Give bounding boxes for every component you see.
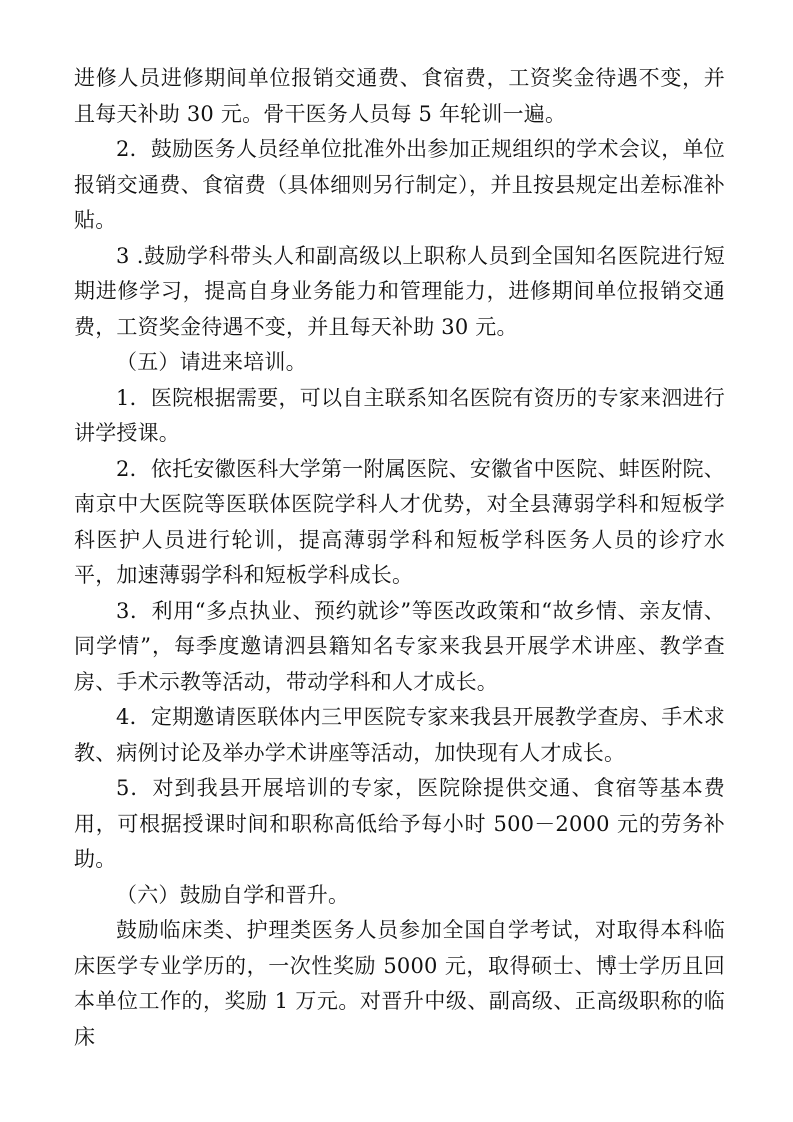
section-heading-5: （五）请进来培训。 bbox=[116, 350, 307, 374]
paragraph-item-3-multi-site-practice: 3．利用“多点执业、预约就诊”等医改政策和“故乡情、亲友情、同学情”，每季度邀请泗县籍知名专家来我县开展学术讲座、教学查房、手术示教等活动，带动学科和人才成长。 bbox=[74, 598, 725, 694]
paragraph-continuation: 进修人员进修期间单位报销交通费、食宿费，工资奖金待遇不变，并且每天补助 30 元。骨干医务人员每 5 年轮训一遍。 bbox=[74, 66, 725, 126]
document-body bbox=[74, 61, 725, 1055]
paragraph-self-study: 鼓励临床类、护理类医务人员参加全国自学考试，对取得本科临床医学专业学历的，一次性奖励 5000 元，取得硕士、博士学历且回本单位工作的，奖励 1 万元。对晋升中级、副高级、正高级职称的临床 bbox=[74, 918, 725, 1049]
paragraph-item-4-tertiary-experts: 4．定期邀请医联体内三甲医院专家来我县开展教学查房、手术求教、病例讨论及举办学术讲座等活动，加快现有人才成长。 bbox=[74, 705, 725, 765]
paragraph-item-1-invite-experts: 1．医院根据需要，可以自主联系知名医院有资历的专家来泗进行讲学授课。 bbox=[74, 385, 725, 445]
paragraph-item-2-conferences: 2．鼓励医务人员经单位批准外出参加正规组织的学术会议，单位报销交通费、食宿费（具体细则另行制定），并且按县规定出差标准补贴。 bbox=[74, 137, 725, 232]
paragraph-item-2-medical-alliance: 2．依托安徽医科大学第一附属医院、安徽省中医院、蚌医附院、南京中大医院等医联体医院学科人才优势，对全县薄弱学科和短板学科医护人员进行轮训，提高薄弱学科和短板学科医务人员的诊疗水平，加速薄弱学科和短板学科成长。 bbox=[74, 456, 725, 587]
paragraph-item-5-expert-subsidy: 5．对到我县开展培训的专家，医院除提供交通、食宿等基本费用，可根据授课时间和职称高低给予每小时 500－2000 元的劳务补助。 bbox=[74, 776, 725, 871]
section-heading-6: （六）鼓励自学和晋升。 bbox=[116, 882, 350, 907]
paragraph-item-3-short-term-study: 3 .鼓励学科带头人和副高级以上职称人员到全国知名医院进行短期进修学习，提高自身业务能力和管理能力，进修期间单位报销交通费，工资奖金待遇不变，并且每天补助 30 元。 bbox=[74, 243, 725, 339]
